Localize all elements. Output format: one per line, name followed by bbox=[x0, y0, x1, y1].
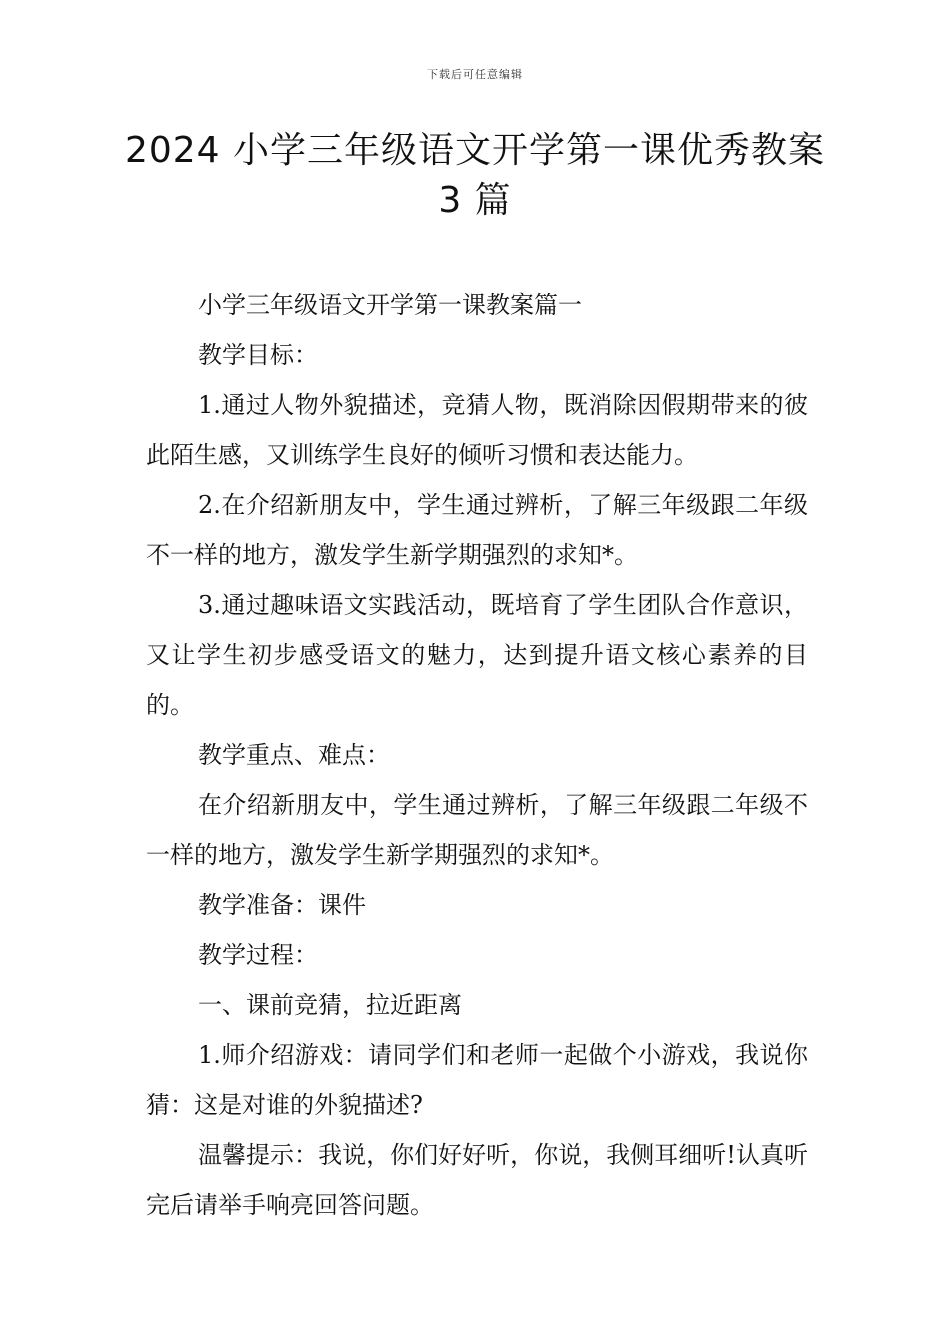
paragraph: 1.通过人物外貌描述，竞猜人物，既消除因假期带来的彼此陌生感，又训练学生良好的倾听习惯和表达能力。 bbox=[146, 391, 808, 469]
header-note: 下载后可任意编辑 bbox=[427, 68, 523, 81]
paragraph: 教学准备：课件 bbox=[198, 891, 366, 919]
paragraph: 在介绍新朋友中，学生通过辨析，了解三年级跟二年级不一样的地方，激发学生新学期强烈的求知*。 bbox=[146, 791, 808, 869]
title-line-1: 2024 小学三年级语文开学第一课优秀教案 bbox=[124, 130, 826, 171]
paragraph: 教学重点、难点： bbox=[198, 741, 390, 769]
paragraph: 教学过程： bbox=[198, 941, 318, 969]
paragraph: 一、课前竞猜，拉近距离 bbox=[198, 991, 462, 1019]
paragraph: 2.在介绍新朋友中，学生通过辨析，了解三年级跟二年级不一样的地方，激发学生新学期强烈的求知*。 bbox=[146, 491, 808, 569]
paragraph: 1.师介绍游戏：请同学们和老师一起做个小游戏，我说你猜：这是对谁的外貌描述? bbox=[146, 1041, 808, 1119]
document-body bbox=[146, 280, 808, 1230]
paragraph: 教学目标： bbox=[198, 341, 318, 369]
section-heading: 小学三年级语文开学第一课教案篇一 bbox=[198, 291, 582, 319]
title-line-2: 3 篇 bbox=[438, 180, 512, 221]
paragraph: 温馨提示：我说，你们好好听，你说，我侧耳细听!认真听完后请举手响亮回答问题。 bbox=[146, 1141, 808, 1219]
paragraph: 3.通过趣味语文实践活动，既培育了学生团队合作意识，又让学生初步感受语文的魅力，达到提升语文核心素养的目的。 bbox=[146, 591, 808, 719]
document-title bbox=[100, 126, 850, 226]
